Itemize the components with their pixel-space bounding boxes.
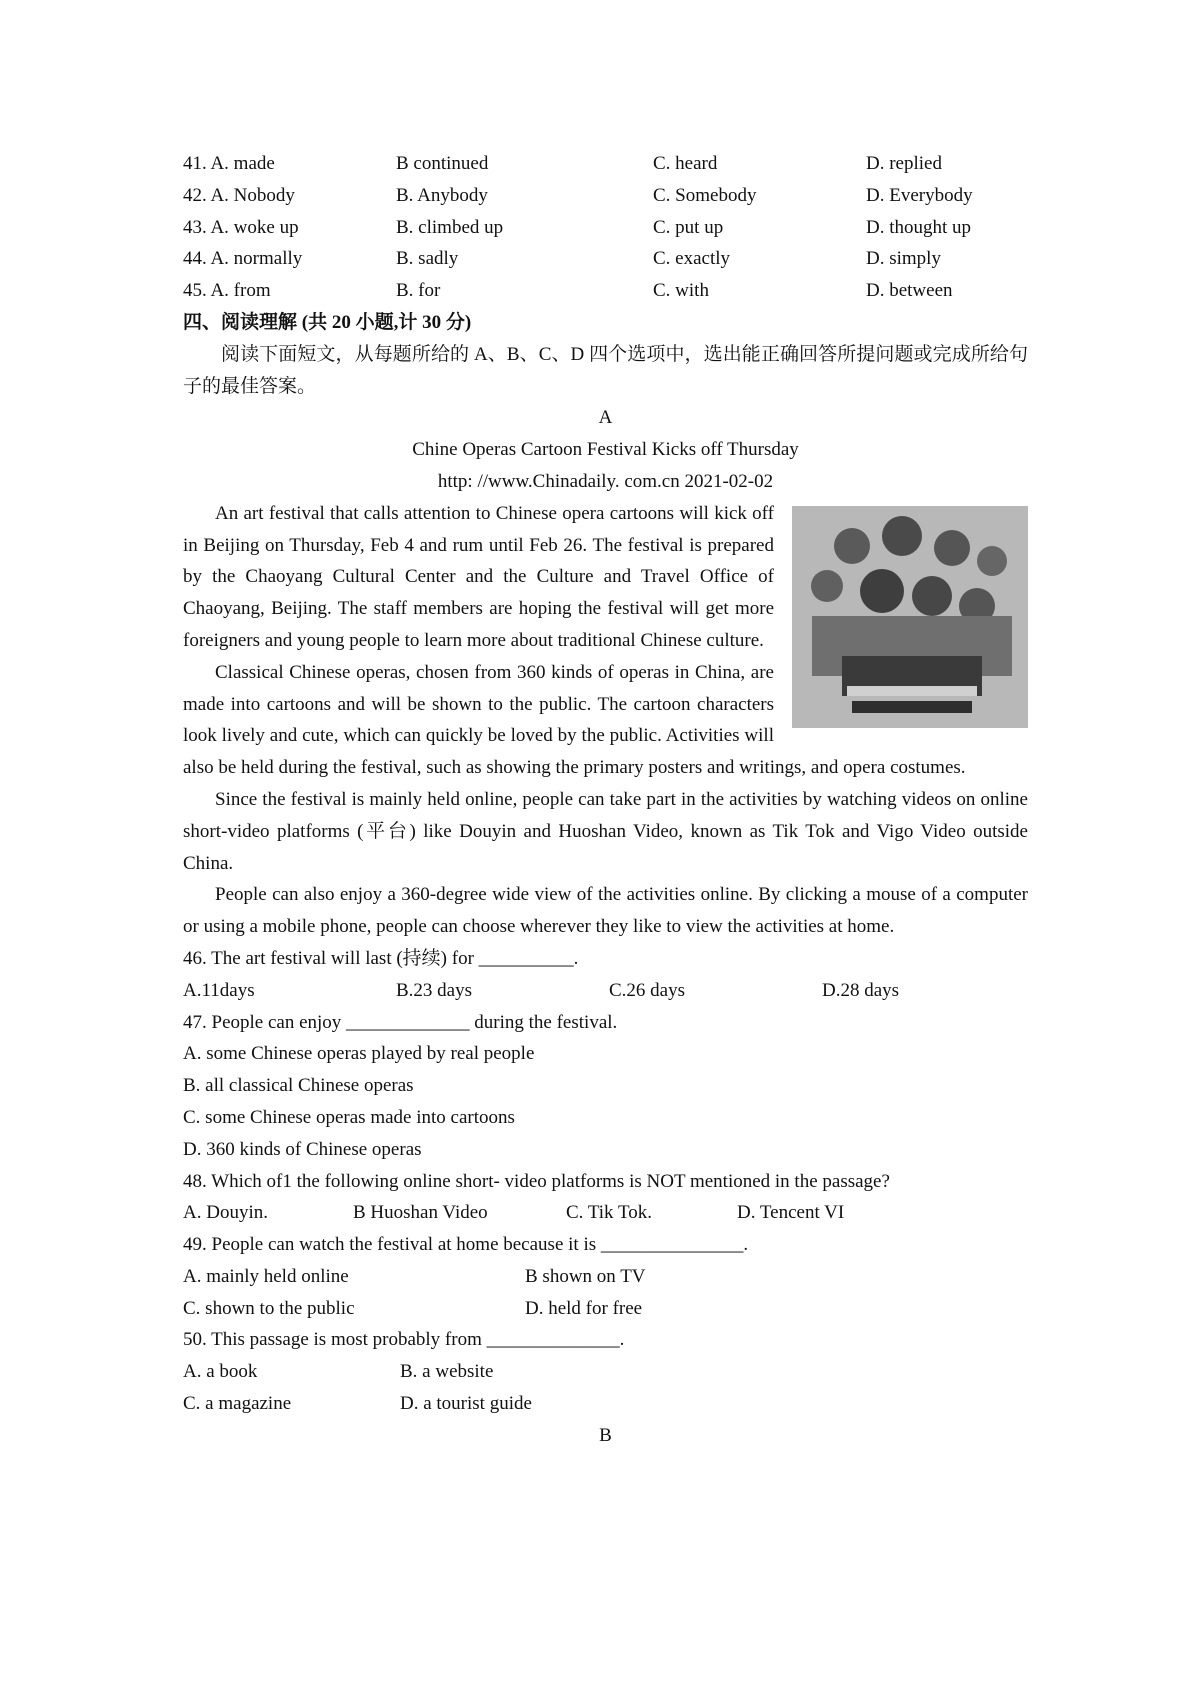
option: D. between	[866, 280, 953, 302]
passage-headline: Chine Operas Cartoon Festival Kicks off Thursday	[412, 439, 799, 461]
question-stem: 46. The art festival will last (持续) for __________.	[183, 947, 579, 969]
section-title: 四、阅读理解 (共 20 小题,计 30 分)	[183, 311, 472, 333]
option: C. heard	[653, 153, 718, 174]
option: A. Douyin.	[183, 1202, 268, 1224]
question-stem: 48. Which of1 the following online short- video platforms is NOT mentioned in the passage?	[183, 1170, 890, 1192]
option: B. for	[396, 280, 441, 302]
option: D. held for free	[525, 1297, 643, 1319]
option: B.23 days	[396, 979, 472, 1001]
option: A.11days	[183, 979, 255, 1001]
section-instruction: 阅读下面短文，从每题所给的 A、B、C、D 四个选项中，选出能正确回答所提问题或完成所给句子的最佳答案。	[183, 343, 1028, 397]
option: C. Tik Tok.	[566, 1202, 652, 1224]
option: C. exactly	[653, 248, 731, 270]
opera-cartoon-poster-image	[792, 506, 1028, 728]
question-47	[183, 1007, 1028, 1166]
cloze-row-41	[183, 148, 1028, 180]
cloze-row-43	[183, 212, 1028, 244]
option: C. shown to the public	[183, 1297, 355, 1319]
question-46	[183, 943, 1028, 1007]
option: A. some Chinese operas played by real people	[183, 1043, 535, 1065]
next-passage-label: B	[599, 1424, 612, 1446]
option: B. sadly	[396, 248, 459, 270]
passage-body	[183, 498, 1028, 943]
paragraph-4: People can also enjoy a 360-degree wide view of the activities online. By clicking a mouse of a computer or using a mobile phone, people can choose wherever they like to view the activities at home.	[183, 884, 1028, 938]
option: 41. A. made	[183, 153, 275, 174]
option: C. put up	[653, 216, 724, 238]
option: B. all classical Chinese operas	[183, 1075, 414, 1097]
question-stem: 50. This passage is most probably from ______________.	[183, 1329, 625, 1351]
option: C. a magazine	[183, 1393, 292, 1415]
option: 45. A. from	[183, 280, 271, 302]
question-48	[183, 1166, 1028, 1230]
option: D. replied	[866, 153, 942, 174]
passage-source: http: //www.Chinadaily. com.cn 2021-02-02	[437, 470, 774, 492]
option: A. mainly held online	[183, 1265, 349, 1287]
option: D. 360 kinds of Chinese operas	[183, 1138, 422, 1160]
option: 42. A. Nobody	[183, 184, 295, 206]
cloze-options	[183, 148, 1028, 307]
passage-label: A	[598, 407, 613, 429]
option: C. some Chinese operas made into cartoons	[183, 1106, 515, 1128]
question-50	[183, 1324, 1028, 1419]
option: B. climbed up	[396, 216, 504, 238]
paragraph-3: Since the festival is mainly held online, people can take part in the activities by watching videos on online short-video platforms (平台) like Douyin and Huoshan Video, known as Tik Tok and Vigo Video outside China.	[183, 788, 1028, 874]
option: C. with	[653, 280, 709, 302]
cloze-row-44	[183, 243, 1028, 275]
paragraph-1: An art festival that calls attention to Chinese opera cartoons will kick off in Beijing on Thursday, Feb 4 and rum until Feb 26. The festival is prepared by the Chaoyang Cultural Center and the Culture and Travel Office of Chaoyang, Beijing. The staff members are hoping the festival will get more foreigners and young people to learn more about traditional Chinese culture.	[183, 502, 774, 651]
question-49	[183, 1229, 1028, 1324]
option: B. a website	[400, 1361, 494, 1383]
option: D. a tourist guide	[400, 1393, 532, 1415]
cloze-row-45	[183, 275, 1028, 307]
option: D. Everybody	[866, 184, 973, 206]
option: D. thought up	[866, 216, 972, 238]
option: A. a book	[183, 1361, 258, 1383]
option: C.26 days	[609, 979, 685, 1001]
option: 43. A. woke up	[183, 216, 299, 238]
question-stem: 49. People can watch the festival at home because it is _______________.	[183, 1234, 749, 1256]
opera-figures-icon	[792, 506, 1028, 728]
option: B Huoshan Video	[353, 1202, 488, 1224]
option: D.28 days	[822, 979, 900, 1001]
option: B shown on TV	[525, 1265, 646, 1287]
option: D. simply	[866, 248, 941, 270]
cloze-row-42	[183, 180, 1028, 212]
question-stem: 47. People can enjoy _____________ during the festival.	[183, 1011, 618, 1033]
paragraph-2: Classical Chinese operas, chosen from 360 kinds of operas in China, are made into cartoons and will be shown to the public. The cartoon characters look lively and cute, which can quickly be loved by the public. Activities will also be held during the festival, such as showing the primary posters and writings, and opera costumes.	[183, 661, 966, 779]
option: D. Tencent VI	[737, 1202, 845, 1224]
option: 44. A. normally	[183, 248, 303, 270]
exam-page	[183, 148, 1028, 1452]
option: B. Anybody	[396, 184, 488, 206]
option: C. Somebody	[653, 184, 757, 206]
option: B continued	[396, 153, 489, 174]
